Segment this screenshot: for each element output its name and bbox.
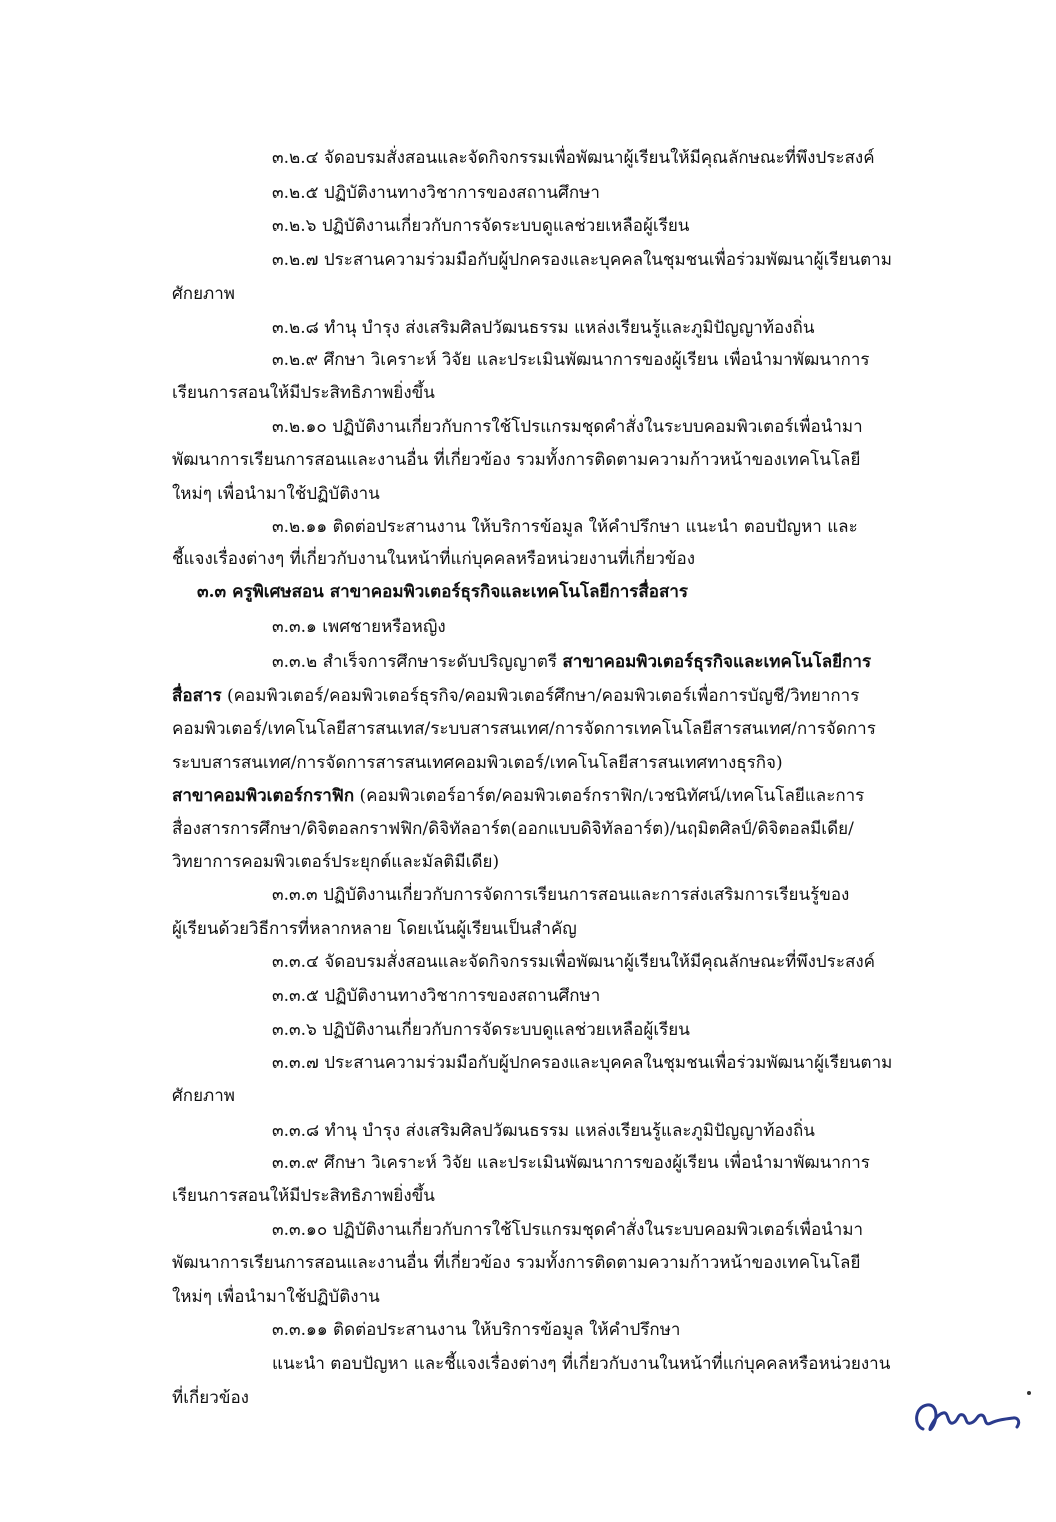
item-3-3-11: ๓.๓.๑๑ ติดต่อประสานงาน ให้บริการข้อมูล ให้คำปรึกษา bbox=[272, 1320, 681, 1340]
item-3-3-8: ๓.๓.๘ ทำนุ บำรุง ส่งเสริมศิลปวัฒนธรรม แหล่งเรียนรู้และภูมิปัญญาท้องถิ่น bbox=[272, 1121, 815, 1141]
section-3-3-heading: ๓.๓ ครูพิเศษสอน สาขาคอมพิวเตอร์ธุรกิจและเทคโนโลยีการสื่อสาร bbox=[197, 582, 689, 602]
item-3-3-2-cont-4: สาขาคอมพิวเตอร์กราฟิก (คอมพิวเตอร์อาร์ต/คอมพิวเตอร์กราฟิก/เวชนิทัศน์/เทคโนโลยีและการ bbox=[172, 786, 865, 806]
item-3-3-2-cont-1: สื่อสาร (คอมพิวเตอร์/คอมพิวเตอร์ธุรกิจ/คอมพิวเตอร์ศึกษา/คอมพิวเตอร์เพื่อการบัญชี/วิทยาการ bbox=[172, 686, 860, 706]
item-3-3-4: ๓.๓.๔ จัดอบรมสั่งสอนและจัดกิจกรรมเพื่อพัฒนาผู้เรียนให้มีคุณลักษณะที่พึงประสงค์ bbox=[272, 952, 875, 972]
item-3-3-2-cont-3: ระบบสารสนเทศ/การจัดการสารสนเทศคอมพิวเตอร์/เทคโนโลยีสารสนเทศทางธุรกิจ) bbox=[172, 753, 783, 773]
item-3-2-11-cont: ชี้แจงเรื่องต่างๆ ที่เกี่ยวกับงานในหน้าที่แก่บุคคลหรือหน่วยงานที่เกี่ยวข้อง bbox=[172, 549, 695, 569]
item-3-2-7-cont: ศักยภาพ bbox=[172, 284, 236, 304]
item-3-2-10-cont-2: ใหม่ๆ เพื่อนำมาใช้ปฏิบัติงาน bbox=[172, 484, 380, 504]
signature-stroke bbox=[917, 1405, 1019, 1430]
item-3-3-10-cont-2: ใหม่ๆ เพื่อนำมาใช้ปฏิบัติงาน bbox=[172, 1287, 380, 1307]
item-3-3-7-cont: ศักยภาพ bbox=[172, 1086, 236, 1106]
item-3-3-9: ๓.๓.๙ ศึกษา วิเคราะห์ วิจัย และประเมินพัฒนาการของผู้เรียน เพื่อนำมาพัฒนาการ bbox=[272, 1153, 870, 1173]
item-3-3-3-cont: ผู้เรียนด้วยวิธีการที่หลากหลาย โดยเน้นผู้เรียนเป็นสำคัญ bbox=[172, 919, 577, 939]
item-3-2-4: ๓.๒.๔ จัดอบรมสั่งสอนและจัดกิจกรรมเพื่อพัฒนาผู้เรียนให้มีคุณลักษณะที่พึงประสงค์ bbox=[272, 148, 875, 168]
item-3-3-7: ๓.๓.๗ ประสานความร่วมมือกับผู้ปกครองและบุคคลในชุมชนเพื่อร่วมพัฒนาผู้เรียนตาม bbox=[272, 1053, 893, 1073]
item-3-3-11-cont-1: แนะนำ ตอบปัญหา และชี้แจงเรื่องต่างๆ ที่เกี่ยวกับงานในหน้าที่แก่บุคคลหรือหน่วยงาน bbox=[272, 1354, 891, 1374]
item-3-3-2-cont-5: สื่องสารการศึกษา/ดิจิตอลกราฟฟิก/ดิจิทัลอาร์ต(ออกแบบดิจิทัลอาร์ต)/นฤมิตศิลป์/ดิจิตอลมีเดีย/ bbox=[172, 819, 854, 839]
item-3-3-1: ๓.๓.๑ เพศชายหรือหญิง bbox=[272, 617, 446, 637]
item-3-3-3: ๓.๓.๓ ปฏิบัติงานเกี่ยวกับการจัดการเรียนการสอนและการส่งเสริมการเรียนรู้ของ bbox=[272, 885, 850, 905]
item-3-2-6: ๓.๒.๖ ปฏิบัติงานเกี่ยวกับการจัดระบบดูแลช่วยเหลือผู้เรียน bbox=[272, 216, 690, 236]
item-3-3-5: ๓.๓.๕ ปฏิบัติงานทางวิชาการของสถานศึกษา bbox=[272, 986, 601, 1006]
item-3-3-10: ๓.๓.๑๐ ปฏิบัติงานเกี่ยวกับการใช้โปรแกรมชุดคำสั่งในระบบคอมพิวเตอร์เพื่อนำมา bbox=[272, 1220, 864, 1240]
item-3-2-8: ๓.๒.๘ ทำนุ บำรุง ส่งเสริมศิลปวัฒนธรรม แหล่งเรียนรู้และภูมิปัญญาท้องถิ่น bbox=[272, 318, 815, 338]
item-3-2-7: ๓.๒.๗ ประสานความร่วมมือกับผู้ปกครองและบุคคลในชุมชนเพื่อร่วมพัฒนาผู้เรียนตาม bbox=[272, 250, 892, 270]
item-3-3-9-cont: เรียนการสอนให้มีประสิทธิภาพยิ่งขึ้น bbox=[172, 1186, 435, 1206]
item-3-2-10-cont-1: พัฒนาการเรียนการสอนและงานอื่น ที่เกี่ยวข้อง รวมทั้งการติดตามความก้าวหน้าของเทคโนโลยี bbox=[172, 450, 861, 470]
item-3-3-2-cont-2: คอมพิวเตอร์/เทคโนโลยีสารสนเทส/ระบบสารสนเทศ/การจัดการเทคโนโลยีสารสนเทศ/การจัดการ bbox=[172, 719, 876, 739]
item-3-2-10: ๓.๒.๑๐ ปฏิบัติงานเกี่ยวกับการใช้โปรแกรมชุดคำสั่งในระบบคอมพิวเตอร์เพื่อนำมา bbox=[272, 417, 863, 437]
item-3-2-9: ๓.๒.๙ ศึกษา วิเคราะห์ วิจัย และประเมินพัฒนาการของผู้เรียน เพื่อนำมาพัฒนาการ bbox=[272, 350, 870, 370]
item-3-2-5: ๓.๒.๕ ปฏิบัติงานทางวิชาการของสถานศึกษา bbox=[272, 183, 600, 203]
item-3-3-6: ๓.๓.๖ ปฏิบัติงานเกี่ยวกับการจัดระบบดูแลช่วยเหลือผู้เรียน bbox=[272, 1020, 690, 1040]
item-3-2-9-cont: เรียนการสอนให้มีประสิทธิภาพยิ่งขึ้น bbox=[172, 383, 435, 403]
item-3-2-11: ๓.๒.๑๑ ติดต่อประสานงาน ให้บริการข้อมูล ให้คำปรึกษา แนะนำ ตอบปัญหา และ bbox=[272, 517, 858, 537]
signature-dot bbox=[1027, 1391, 1031, 1395]
signature-mark bbox=[905, 1385, 1035, 1445]
item-3-3-2: ๓.๓.๒ สำเร็จการศึกษาระดับปริญญาตรี สาขาคอมพิวเตอร์ธุรกิจและเทคโนโลยีการ bbox=[272, 652, 872, 672]
item-3-3-11-cont-2: ที่เกี่ยวข้อง bbox=[172, 1388, 249, 1408]
item-3-3-10-cont-1: พัฒนาการเรียนการสอนและงานอื่น ที่เกี่ยวข้อง รวมทั้งการติดตามความก้าวหน้าของเทคโนโลยี bbox=[172, 1253, 861, 1273]
item-3-3-2-cont-6: วิทยาการคอมพิวเตอร์ประยุกต์และมัลติมีเดีย) bbox=[172, 852, 500, 872]
